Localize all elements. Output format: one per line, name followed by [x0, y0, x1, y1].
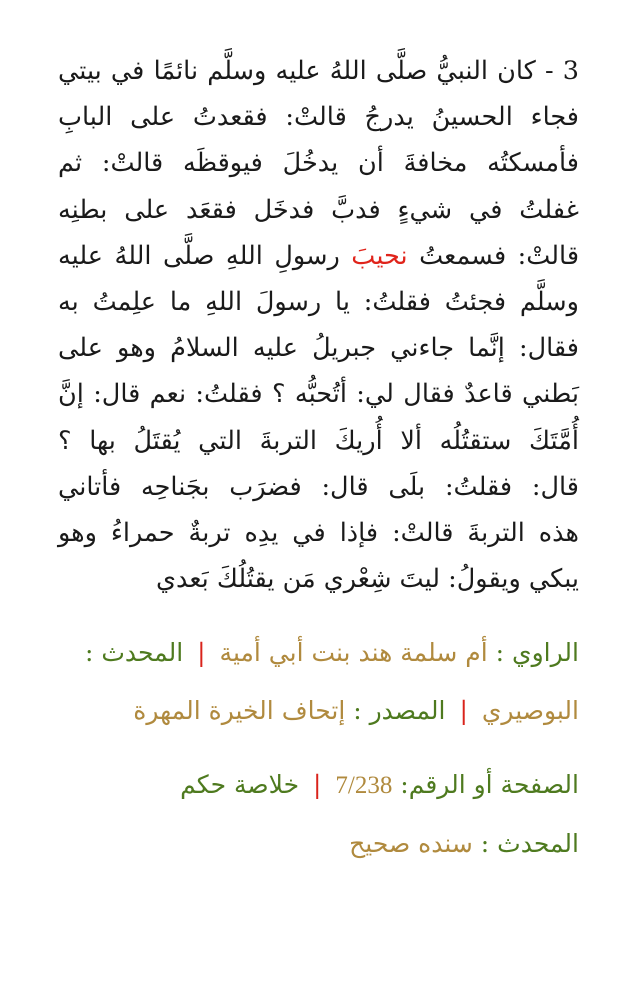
hadith-line-7: فقال: إنَّما جاءني جبريلُ عليه السلامُ وهو على [58, 333, 579, 364]
page-number-row [58, 756, 579, 815]
hadith-line-5-start: قالتْ: فسمعتُ [407, 240, 580, 271]
ruling-label-continued: المحدث : [472, 829, 579, 859]
hadith-line-12: يبكي ويقولُ: ليتَ شِعْري مَن يقتُلُكَ بَعدي [155, 564, 579, 595]
source-label: المصدر : [353, 696, 446, 726]
separator: | [459, 696, 468, 726]
ruling-row [58, 815, 579, 873]
hadith-ruling-block [58, 756, 579, 873]
separator: | [197, 638, 206, 668]
hadith-text [58, 48, 579, 602]
page-number-label: الصفحة أو الرقم: [400, 770, 579, 800]
narrator-row [58, 624, 579, 682]
hadith-line-4: غفلتُ في شيءٍ فدبَّ فدخَل فقعَد على بطنِه [58, 194, 579, 225]
narrator-value: أم سلمة هند بنت أبي أمية [219, 638, 488, 668]
scholar-label: المحدث : [85, 638, 184, 668]
hadith-line-8: بَطني قاعدٌ فقال لي: أتُحبُّه ؟ فقلتُ: نعم قال: إنَّ [58, 379, 579, 410]
page-number-value: 7/238 [335, 772, 393, 800]
hadith-source-block [58, 624, 579, 740]
highlighted-word: نحيبَ [351, 240, 408, 271]
hadith-line-11: هذه التربةَ قالتْ: فإذا في يدِه تربةٌ حمراءُ وهو [58, 518, 579, 549]
hadith-line-3: فأمسكتُه مخافةَ أن يدخُلَ فيوقظَه قالتْ: ثم [58, 148, 579, 179]
hadith-line-6: وسلَّم فجئتُ فقلتُ: يا رسولَ اللهِ ما علِمتُ به [58, 287, 579, 318]
hadith-line-2: فجاء الحسينُ يدرجُ قالتْ: فقعدتُ على البابِ [58, 102, 579, 133]
scholar-value: البوصيري [481, 696, 579, 726]
scholar-row [58, 682, 579, 740]
ruling-value: سنده صحيح [349, 829, 473, 859]
narrator-label: الراوي : [495, 638, 579, 668]
source-value: إتحاف الخيرة المهرة [133, 696, 346, 726]
hadith-line-10: قال: فقلتُ: بلَى قال: فضرَب بجَناحِه فأتاني [58, 471, 579, 502]
hadith-line-9: أُمَّتَكَ ستقتُلُه ألا أُريكَ التربةَ التي يُقتَلُ بها ؟ [58, 425, 579, 456]
ruling-label: خلاصة حكم [180, 770, 300, 800]
hadith-line-1: 3 - كان النبيُّ صلَّى اللهُ عليه وسلَّم نائمًا في بيتي [58, 56, 579, 86]
hadith-line-5-end: رسولِ اللهِ صلَّى اللهُ عليه [58, 240, 352, 271]
hadith-line-5 [58, 233, 579, 279]
separator: | [312, 770, 322, 800]
